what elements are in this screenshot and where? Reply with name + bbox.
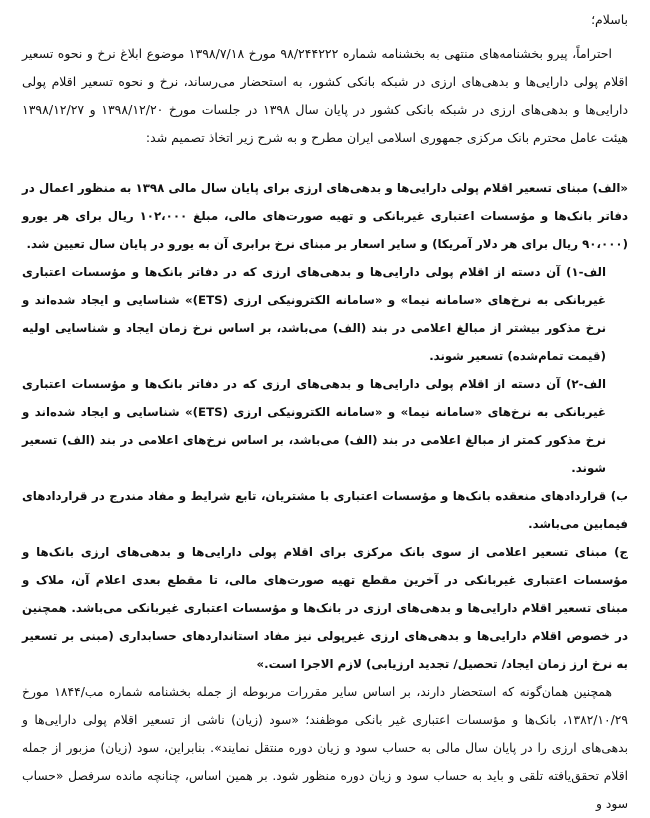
clause-a2: الف-۲) آن دسته از اقلام پولی دارایی‌ها و بدهی‌های ارزی که در دفاتر بانک‌ها و مؤسسات اعتباری غیربانکی به نرخ‌های «سامانه نیما» و «سامانه الکترونیکی ارزی (ETS)» شناسایی و ایجاد شده‌اند و نرخ مذکور کمتر از مبالغ اعلامی در بند (الف) می‌باشد، بر اساس نرخ‌های اعلامی در بند (الف) تسعیر شوند. xyxy=(22,377,606,475)
clause-a1: الف-۱) آن دسته از اقلام پولی دارایی‌ها و بدهی‌های ارزی که در دفاتر بانک‌ها و مؤسسات اعتباری غیربانکی به نرخ‌های «سامانه نیما» و «سامانه الکترونیکی ارزی (ETS)» شناسایی و ایجاد شده‌اند و نرخ مذکور بیشتر از مبالغ اعلامی در بند (الف) می‌باشد، بر اساس نرخ زمان ایجاد و شناسایی اولیه (قیمت تمام‌شده) تسعیر شوند. xyxy=(22,265,606,363)
closing-paragraph: همچنین همان‌گونه که استحضار دارند، بر اساس سایر مقررات مربوطه از جمله بخشنامه شماره مب/۱۸۴۴ مورخ ۱۳۸۲/۱۰/۲۹، بانک‌ها و مؤسسات اعتباری غیر بانکی موظفند؛ «سود (زیان) ناشی از تسعیر اقلام پولی دارایی‌ها و بدهی‌های ارزی را در پایان سال مالی به حساب سود و زیان دوره منتقل نمایند». بنابراین، سود (زیان) مزبور از جمله اقلام تحقق‌یافته تلقی و باید به حساب سود و زیان دوره منظور شود. بر همین اساس، چنانچه مانده سرفصل «حساب سود و xyxy=(22,685,628,811)
clause-c: ج) مبنای تسعیر اعلامی از سوی بانک مرکزی برای اقلام پولی دارایی‌ها و بدهی‌های ارزی بانک‌ها و مؤسسات اعتباری غیربانکی در آخرین مقطع تهیه صورت‌های مالی، تا مقطع بعدی اعلام آن، ملاک و مبنای تسعیر اقلام دارایی‌ها و بدهی‌های ارزی در بانک‌ها و مؤسسات اعتباری غیربانکی می‌باشد. همچنین در خصوص اقلام دارایی‌ها و بدهی‌های ارزی غیرپولی نیز مفاد استانداردهای حسابداری (مبنی بر تسعیر به نرخ ارز زمان ایجاد/ تحصیل/ تجدید ارزیابی) لازم الاجرا است.» xyxy=(22,545,628,671)
intro-paragraph: احتراماً، پیرو بخشنامه‌های منتهی به بخشنامه شماره ۹۸/۲۴۴۲۲۲ مورخ ۱۳۹۸/۷/۱۸ موضوع ابلاغ نرخ و نحوه تسعیر اقلام پولی دارایی‌ها و بدهی‌های ارزی در شبکه بانکی کشور، به استحضار می‌رساند، نرخ و نحوه تسعیر اقلام پولی دارایی‌ها و بدهی‌های ارزی در شبکه بانکی کشور در پایان سال ۱۳۹۸ در جلسات مورخ ۱۳۹۸/۱۲/۲۰ و ۱۳۹۸/۱۲/۲۷ هیئت عامل محترم بانک مرکزی جمهوری اسلامی ایران مطرح و به شرح زیر اتخاذ تصمیم شد: xyxy=(22,46,629,145)
greeting: باسلام؛ xyxy=(591,12,628,27)
clause-a: «الف) مبنای تسعیر اقلام پولی دارایی‌ها و بدهی‌های ارزی برای پایان سال مالی ۱۳۹۸ به منظور اعمال در دفاتر بانک‌ها و مؤسسات اعتباری غیربانکی و تهیه صورت‌های مالی، مبلغ ۱۰۲،۰۰۰ ریال برای هر یورو (۹۰،۰۰۰ ریال برای هر دلار آمریکا) و سایر اسعار بر مبنای نرخ برابری آن به یورو در پایان سال تعیین شد. xyxy=(22,181,628,251)
clause-b: ب) قراردادهای منعقده بانک‌ها و مؤسسات اعتباری با مشتریان، تابع شرایط و مفاد مندرج در قراردادهای فیمابین می‌باشد. xyxy=(22,489,628,531)
